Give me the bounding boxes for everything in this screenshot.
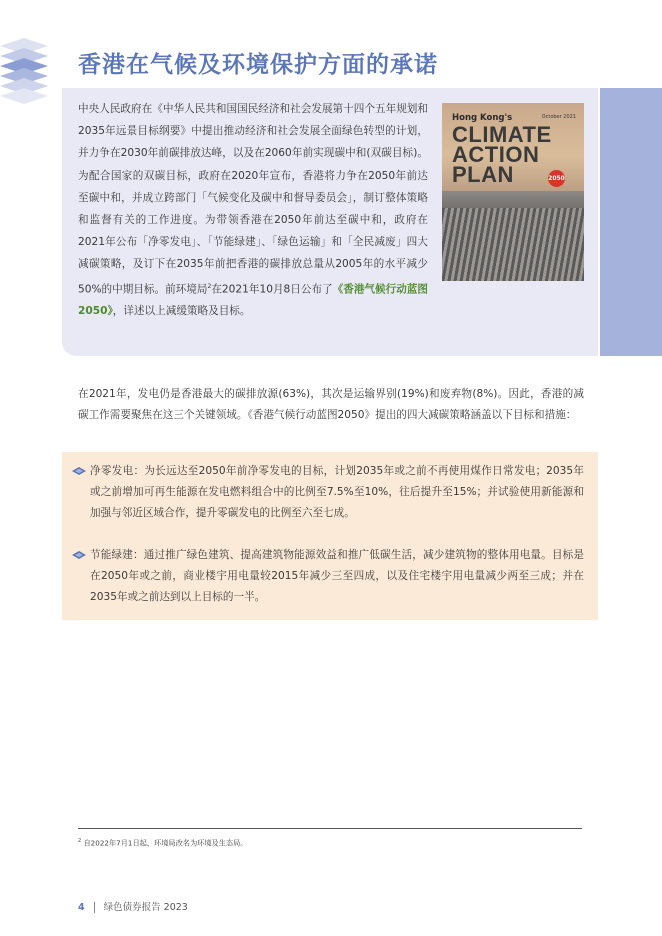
bullet-diamond-icon bbox=[72, 467, 86, 475]
cover-title-line3: PLAN bbox=[452, 162, 514, 187]
footer-separator bbox=[94, 902, 95, 913]
cover-brand: Hong Kong's bbox=[452, 113, 513, 123]
intro-text-mid: 在2021年10月8日公布了 bbox=[211, 283, 333, 296]
footnote-text: 自2022年7月1日起，环境局改名为环境及生态局。 bbox=[83, 838, 248, 848]
bullet-item bbox=[72, 545, 584, 607]
cover-solar-panels bbox=[442, 208, 584, 281]
cover-date: October 2021 bbox=[541, 114, 576, 120]
cover-title-line2: ACTION bbox=[452, 142, 540, 167]
footnote bbox=[78, 838, 248, 848]
footnote-mark: 2 bbox=[78, 838, 82, 844]
page-number: 4 bbox=[78, 902, 85, 913]
climate-action-plan-cover bbox=[442, 103, 584, 281]
decorative-layers-icon bbox=[0, 38, 48, 108]
bullet-text: 节能绿建：通过推广绿色建筑、提高建筑物能源效益和推广低碳生活，减少建筑物的整体用电量。目标是在2050年或之前，商业楼宇用电量较2015年减少三至四成，以及住宅楼宇用电量减少两至三成；并在2035年或之前达到以上目标的一半。 bbox=[90, 549, 584, 603]
bullet-diamond-icon bbox=[72, 551, 86, 559]
intro-paragraph bbox=[78, 98, 428, 323]
intro-text-before-link: 中央人民政府在《中华人民共和国国民经济和社会发展第十四个五年规划和2035年远景目标纲要》中提出推动经济和社会发展全面绿色转型的计划，并力争在2030年前碳排放达峰，以及在2060年前实现碳中和(双碳目标)。为配合国家的双碳目标，政府在2020年宣布，香港将力争在2050年前达至碳中和，并成立跨部门「气候变化及碳中和督导委员会」，制订整体策略和监督有关的工作进度。为带领香港在2050年前达至碳中和，政府在2021年公布「净零发电」、「节能绿建」、「绿色运输」和「全民减废」四大减碳策略，及订下在2035年前把香港的碳排放总量从2005年的水平减少50%的中期目标。前环境局 bbox=[78, 103, 428, 296]
page-title: 香港在气候及环境保护方面的承诺 bbox=[78, 52, 438, 78]
bullet-item bbox=[72, 461, 584, 523]
report-title: 绿色债券报告 2023 bbox=[103, 902, 188, 913]
cover-title bbox=[452, 122, 552, 187]
footnote-ref: 2 bbox=[207, 282, 212, 290]
intro-text-after-link: ，详述以上减缓策略及目标。 bbox=[112, 305, 251, 318]
cover-title-line1: CLIMATE bbox=[452, 122, 552, 147]
page-footer bbox=[78, 899, 188, 913]
side-tab bbox=[600, 88, 662, 356]
footnote-divider bbox=[78, 828, 582, 829]
cover-badge: 2050 bbox=[548, 170, 565, 187]
bullet-text: 净零发电：为长远达至2050年前净零发电的目标，计划2035年或之前不再使用煤作日常发电；2035年或之前增加可再生能源在发电燃料组合中的比例至7.5%至10%，往后提升至15%；并试验使用新能源和加强与邻近区域合作，提升零碳发电的比例至六至七成。 bbox=[90, 465, 584, 519]
body-paragraph: 在2021年，发电仍是香港最大的碳排放源(63%)，其次是运输界别(19%)和废弃物(8%)。因此，香港的减碳工作需要聚焦在这三个关键领域。《香港气候行动蓝图2050》提出的四大减碳策略涵盖以下目标和措施： bbox=[78, 388, 584, 421]
climate-plan-link[interactable]: 《香港气候行动蓝图2050》 bbox=[78, 283, 428, 318]
